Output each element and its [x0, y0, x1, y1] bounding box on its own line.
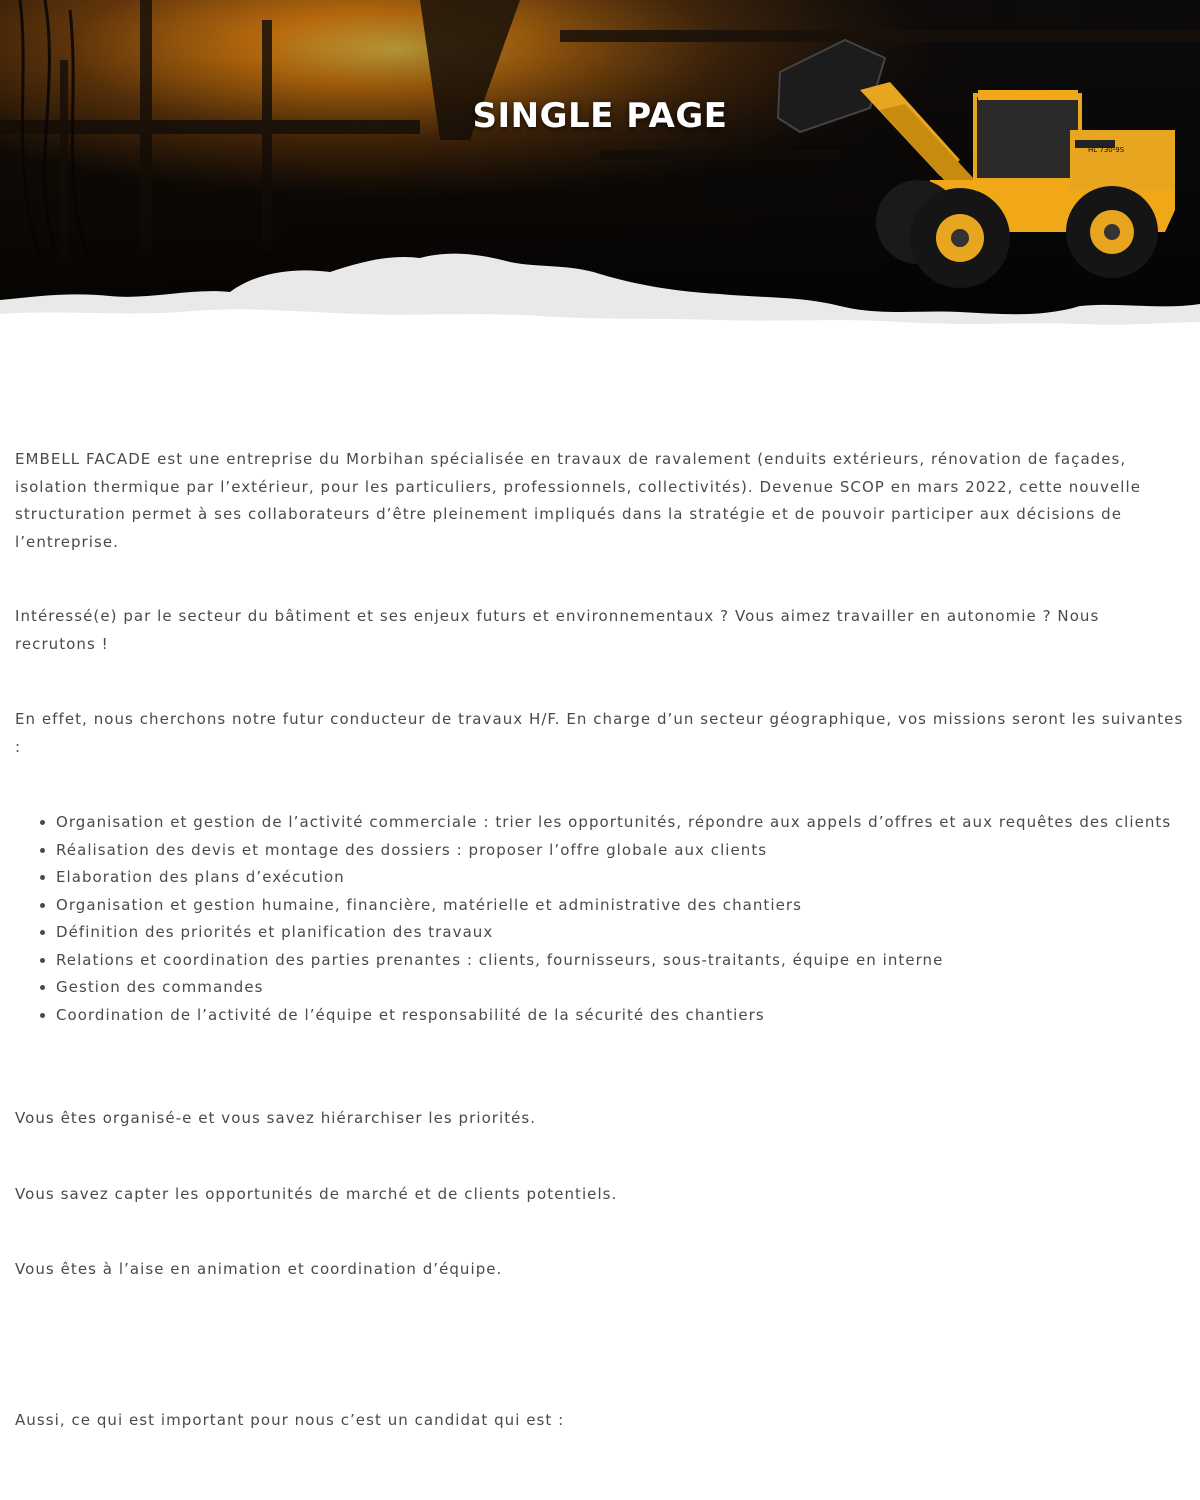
quality-team: Vous êtes à l’aise en animation et coordination d’équipe. — [15, 1260, 503, 1278]
list-item: • Organisation et gestion humaine, financière, matérielle et administrative des chantiers — [56, 892, 1185, 920]
page-title: SINGLE PAGE — [472, 96, 728, 136]
quality-opportunities: Vous savez capter les opportunités de marché et de clients potentiels. — [15, 1184, 618, 1203]
list-item: • Définition des priorités et planification des travaux — [56, 919, 1185, 947]
question-paragraph: Intéressé(e) par le secteur du bâtiment et ses enjeux futurs et environnementaux ? Vous aimez travailler en autonomie ? Nous recrutons ! — [15, 607, 1100, 653]
list-item: • Coordination de l’activité de l’équipe et responsabilité de la sécurité des chantiers — [56, 1002, 1185, 1030]
job-description — [0, 330, 1200, 1434]
intro-paragraph: EMBELL FACADE est une entreprise du Morbihan spécialisée en travaux de ravalement (enduits extérieurs, rénovation de façades, isolation thermique par l’extérieur, pour les particuliers, professionnels, collectivités). Devenue SCOP en mars 2022, cette nouvelle structuration permet à ses collaborateurs d’être pleinement impliqués dans la stratégie et de pouvoir participer aux décisions de l’entreprise. — [15, 450, 1141, 551]
list-item: • Organisation et gestion de l’activité commerciale : trier les opportunités, répondre aux appels d’offres et aux requêtes des clients — [56, 809, 1185, 837]
list-item: • Elaboration des plans d’exécution — [56, 864, 1185, 892]
machine-badge: HL 730-9S — [1088, 146, 1125, 154]
list-item: • Relations et coordination des parties prenantes : clients, fournisseurs, sous-traitants, équipe en interne — [56, 947, 1185, 975]
list-item: • Gestion des commandes — [56, 974, 1185, 1002]
mission-intro-paragraph: En effet, nous cherchons notre futur conducteur de travaux H/F. En charge d’un secteur géographique, vos missions seront les suivantes : — [15, 710, 1184, 756]
hero-banner — [0, 0, 1200, 330]
missions-list — [15, 809, 1185, 1029]
list-item: • Réalisation des devis et montage des dossiers : proposer l’offre globale aux clients — [56, 837, 1185, 865]
hero-background-image — [0, 0, 1200, 330]
closing-paragraph: Aussi, ce qui est important pour nous c’est un candidat qui est : — [15, 1410, 565, 1429]
quality-organisation: Vous êtes organisé-e et vous savez hiérarchiser les priorités. — [15, 1109, 537, 1127]
